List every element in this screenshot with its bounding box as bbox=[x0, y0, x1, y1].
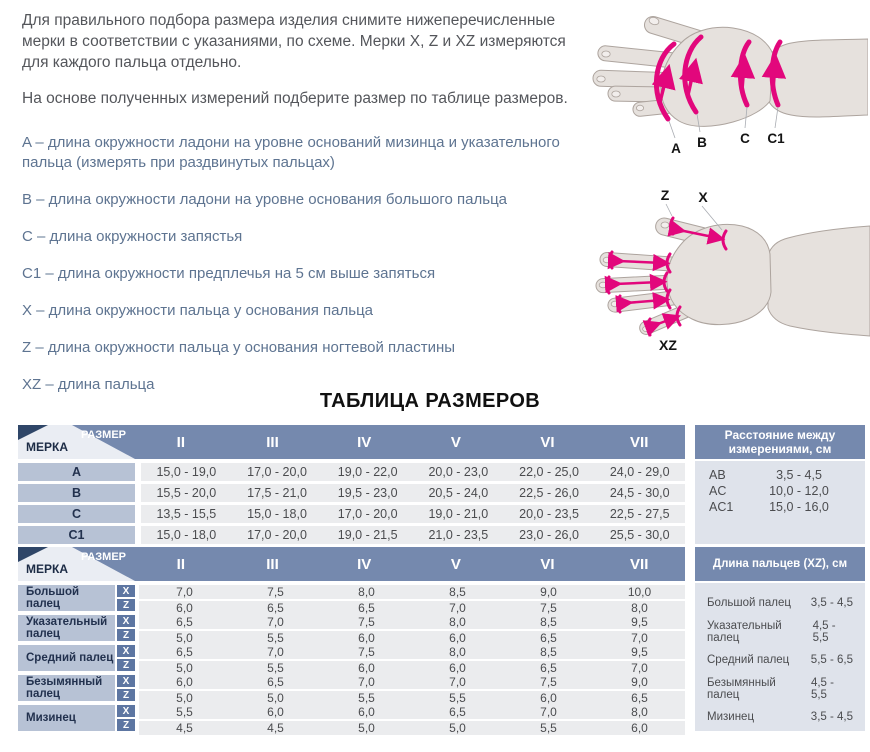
finger-length-panel bbox=[695, 547, 865, 731]
table1-header bbox=[18, 425, 685, 459]
x-row bbox=[139, 645, 685, 659]
table1-cell: 17,0 - 20,0 bbox=[247, 465, 307, 479]
table1-row-c bbox=[18, 505, 685, 523]
finger-length-row bbox=[707, 654, 853, 666]
table2-cell: 6,0 bbox=[449, 631, 466, 645]
finger-length-row bbox=[707, 711, 853, 723]
z-row bbox=[139, 691, 685, 705]
label-z: Z bbox=[660, 187, 670, 203]
table2-cell: 7,5 bbox=[540, 675, 557, 689]
table1-cell: 17,0 - 20,0 bbox=[247, 528, 307, 542]
band-label-a: A bbox=[671, 141, 681, 156]
table2-cell: 8,0 bbox=[449, 645, 466, 659]
table1-cell: 15,0 - 19,0 bbox=[156, 465, 217, 479]
table2-cell: 7,0 bbox=[540, 705, 557, 719]
table2-cell: 7,0 bbox=[176, 585, 193, 599]
row-label: C1 bbox=[18, 526, 135, 544]
table1-cell: 20,0 - 23,5 bbox=[519, 507, 579, 521]
table2-cell: 8,0 bbox=[449, 615, 466, 629]
size-table-title: ТАБЛИЦА РАЗМЕРОВ bbox=[319, 390, 541, 412]
finger-length-row bbox=[707, 620, 853, 644]
label-xz: XZ bbox=[659, 337, 677, 353]
table2-cell: 7,0 bbox=[267, 615, 284, 629]
table1-col-iv: IV bbox=[357, 433, 372, 451]
x-chip: X bbox=[117, 615, 135, 627]
z-row bbox=[139, 601, 685, 615]
table2-cell: 7,0 bbox=[631, 661, 648, 675]
table2-cell: 9,0 bbox=[540, 585, 557, 599]
definition-c: C – длина окружности запястья bbox=[22, 228, 243, 245]
table1-cell: 22,0 - 25,0 bbox=[519, 465, 579, 479]
x-chip: X bbox=[117, 705, 135, 717]
table2-cell: 5,5 bbox=[267, 661, 284, 675]
row-label: A bbox=[18, 463, 135, 481]
table1-row-c1 bbox=[18, 526, 685, 544]
table1-cell: 22,5 - 27,5 bbox=[609, 507, 670, 521]
table1-cell: 19,0 - 22,0 bbox=[337, 465, 398, 479]
table2-cell: 6,0 bbox=[631, 721, 648, 735]
distance-value: 3,5 - 4,5 bbox=[776, 468, 822, 482]
finger-name: Указательный палец bbox=[707, 619, 782, 644]
finger-name: Большой палец bbox=[707, 597, 791, 609]
table2-cell: 6,0 bbox=[176, 675, 193, 689]
table2-cell: 7,5 bbox=[358, 645, 375, 659]
table2-cell: 10,0 bbox=[627, 585, 652, 599]
distance-row bbox=[709, 500, 851, 515]
finger-label: Мизинец bbox=[18, 705, 115, 731]
table2-cell: 5,0 bbox=[176, 691, 193, 705]
table2-col-vi: VI bbox=[540, 555, 555, 573]
table2-cell: 7,5 bbox=[267, 585, 284, 599]
finger-length: 4,5 - 5,5 bbox=[812, 619, 836, 644]
band-label-c: C bbox=[740, 131, 750, 146]
table2-header bbox=[18, 547, 685, 581]
panel-title: Длина пальцев (XZ), см bbox=[712, 558, 848, 570]
x-row bbox=[139, 585, 685, 599]
z-row bbox=[139, 721, 685, 735]
distance-row bbox=[709, 484, 851, 499]
finger-name: Средний палец bbox=[707, 654, 790, 666]
finger-length: 4,5 - 5,5 bbox=[810, 676, 834, 701]
x-row bbox=[139, 705, 685, 719]
table2-cell: 9,5 bbox=[631, 615, 648, 629]
table2-cell: 5,0 bbox=[449, 721, 466, 735]
table1-cell: 25,5 - 30,0 bbox=[609, 528, 670, 542]
distance-panel-body bbox=[695, 461, 865, 544]
z-chip: Z bbox=[117, 659, 135, 671]
table1-row-a bbox=[18, 463, 685, 481]
table2-cell: 4,5 bbox=[267, 721, 284, 735]
definition-b: B – длина окружности ладони на уровне основания большого пальца bbox=[22, 191, 508, 208]
corner-size-label: РАЗМЕР bbox=[80, 551, 126, 563]
finger-length-body bbox=[695, 583, 865, 731]
distance-value: 15,0 - 16,0 bbox=[769, 500, 829, 514]
table2-cell: 8,5 bbox=[540, 645, 557, 659]
x-row bbox=[139, 675, 685, 689]
finger-name: Мизинец bbox=[707, 711, 755, 723]
distance-key: AC bbox=[709, 484, 727, 498]
corner-merka-label: МЕРКА bbox=[26, 562, 68, 576]
table1-cell: 21,0 - 23,5 bbox=[428, 528, 489, 542]
z-row bbox=[139, 631, 685, 645]
table1-cell: 19,0 - 21,5 bbox=[337, 528, 398, 542]
x-row bbox=[139, 615, 685, 629]
table2-cell: 5,5 bbox=[540, 721, 557, 735]
table2-col-iv: IV bbox=[357, 555, 372, 573]
finger-group-pinky bbox=[18, 705, 685, 735]
table2-cell: 6,5 bbox=[449, 705, 466, 719]
row-label: B bbox=[18, 484, 135, 502]
table2-cell: 8,0 bbox=[631, 601, 648, 615]
finger-label: Указательный палец bbox=[18, 615, 115, 641]
table1-row-b bbox=[18, 484, 685, 502]
finger-label: Большой палец bbox=[18, 585, 115, 611]
table1-corner-cell bbox=[18, 425, 135, 459]
intro-paragraph-1: Для правильного подбора размера изделия снимите нижеперечисленные мерки в соответствии с указаниями, по схеме. Мерки X, Z и XZ измеряются для каждого пальца отдельно. bbox=[22, 12, 566, 71]
x-chip: X bbox=[117, 675, 135, 687]
table1-cell: 24,0 - 29,0 bbox=[609, 465, 670, 479]
z-chip: Z bbox=[117, 689, 135, 701]
table2-cell: 5,5 bbox=[449, 691, 466, 705]
table2-cell: 7,0 bbox=[358, 675, 375, 689]
row-label: C bbox=[18, 505, 135, 523]
table2-corner-cell bbox=[18, 547, 135, 581]
intro-paragraph-2: На основе полученных измерений подберите размер по таблице размеров. bbox=[22, 90, 568, 107]
x-chip: X bbox=[117, 585, 135, 597]
table2-cell: 6,0 bbox=[176, 601, 193, 615]
table1-col-vii: VII bbox=[630, 433, 649, 451]
table2-cell: 5,5 bbox=[358, 691, 375, 705]
table1-cell: 19,0 - 21,0 bbox=[428, 507, 489, 521]
table2-cell: 9,5 bbox=[631, 645, 648, 659]
corner-size-label: РАЗМЕР bbox=[80, 429, 126, 441]
table2-cell: 6,5 bbox=[176, 645, 193, 659]
distance-panel-header bbox=[695, 425, 865, 459]
finger-group-index bbox=[18, 615, 685, 645]
table2-cell: 6,0 bbox=[267, 705, 284, 719]
finger-group-ring bbox=[18, 675, 685, 705]
table2-col-iii: III bbox=[266, 555, 279, 573]
table1-cell: 15,0 - 18,0 bbox=[247, 507, 307, 521]
table2-cell: 5,0 bbox=[358, 721, 375, 735]
table2-cell: 6,5 bbox=[631, 691, 648, 705]
table1-cell: 19,5 - 23,0 bbox=[337, 486, 398, 500]
table2-cell: 6,5 bbox=[267, 601, 284, 615]
z-row bbox=[139, 661, 685, 675]
table2-col-ii: II bbox=[176, 555, 185, 573]
table2-cell: 8,5 bbox=[449, 585, 466, 599]
table1-col-vi: VI bbox=[540, 433, 555, 451]
finger-group-middle bbox=[18, 645, 685, 675]
definition-a: A – длина окружности ладони на уровне оснований мизинца и указательного пальца (измерять при раздвинутых пальцах) bbox=[22, 134, 560, 171]
table2-cell: 6,0 bbox=[358, 661, 375, 675]
finger-length: 3,5 - 4,5 bbox=[810, 597, 853, 609]
table2-cell: 7,5 bbox=[540, 601, 557, 615]
table2-cell: 6,0 bbox=[449, 661, 466, 675]
hand-silhouette bbox=[593, 14, 868, 126]
table2-cell: 9,0 bbox=[631, 675, 648, 689]
distance-value: 10,0 - 12,0 bbox=[769, 484, 829, 498]
finger-length-row bbox=[707, 597, 853, 609]
table2-cell: 5,5 bbox=[176, 705, 193, 719]
table2-cell: 6,5 bbox=[540, 661, 557, 675]
table2-cell: 7,0 bbox=[449, 675, 466, 689]
hand-finger-illustration bbox=[580, 180, 870, 375]
table1-col-ii: II bbox=[176, 433, 185, 451]
z-chip: Z bbox=[117, 719, 135, 731]
table2-cell: 6,0 bbox=[358, 631, 375, 645]
hand-circumference-illustration bbox=[583, 2, 868, 160]
definition-x: X – длина окружности пальца у основания пальца bbox=[22, 302, 374, 319]
distance-key: AC1 bbox=[709, 500, 734, 514]
distance-key: AB bbox=[709, 468, 726, 482]
table1-col-v: V bbox=[450, 433, 461, 451]
finger-length-row bbox=[707, 677, 853, 701]
table2-cell: 6,0 bbox=[540, 691, 557, 705]
label-x: X bbox=[698, 189, 708, 205]
table1-cell: 24,5 - 30,0 bbox=[609, 486, 670, 500]
finger-label: Безымянный палец bbox=[18, 675, 115, 701]
table1-cell: 17,0 - 20,0 bbox=[337, 507, 398, 521]
finger-name: Безымянный палец bbox=[707, 676, 776, 701]
panel-title-line: измерениями, см bbox=[728, 442, 832, 456]
table1-cell: 15,5 - 20,0 bbox=[156, 486, 217, 500]
definition-z: Z – длина окружности пальца у основания ногтевой пластины bbox=[22, 339, 456, 356]
table2-col-vii: VII bbox=[630, 555, 649, 573]
finger-length: 5,5 - 6,5 bbox=[810, 654, 853, 666]
table2-cell: 4,5 bbox=[176, 721, 193, 735]
band-label-c1: C1 bbox=[767, 131, 785, 146]
table1-cell: 17,5 - 21,0 bbox=[247, 486, 307, 500]
table2-cell: 8,0 bbox=[631, 705, 648, 719]
table2-cell: 5,0 bbox=[176, 631, 193, 645]
hand-silhouette bbox=[596, 216, 870, 336]
band-label-b: B bbox=[697, 135, 707, 150]
table1-cell: 22,5 - 26,0 bbox=[519, 486, 579, 500]
table1-col-iii: III bbox=[266, 433, 279, 451]
table2-cell: 7,0 bbox=[631, 631, 648, 645]
table2-cell: 5,0 bbox=[176, 661, 193, 675]
finger-label: Средний палец bbox=[18, 645, 115, 671]
table2-cell: 7,0 bbox=[449, 601, 466, 615]
finger-group-thumb bbox=[18, 585, 685, 615]
z-chip: Z bbox=[117, 629, 135, 641]
table2-cell: 7,5 bbox=[358, 615, 375, 629]
definition-c1: C1 – длина окружности предплечья на 5 см выше запяться bbox=[22, 265, 436, 282]
finger-length-header bbox=[695, 547, 865, 581]
table2-cell: 5,0 bbox=[267, 691, 284, 705]
table1-cell: 20,0 - 23,0 bbox=[428, 465, 489, 479]
x-chip: X bbox=[117, 645, 135, 657]
table2-cell: 6,0 bbox=[358, 705, 375, 719]
measurement-definitions bbox=[22, 133, 584, 412]
table1-cell: 20,5 - 24,0 bbox=[428, 486, 489, 500]
panel-title-line: Расстояние между bbox=[724, 428, 836, 442]
table2-cell: 6,5 bbox=[176, 615, 193, 629]
table2-cell: 8,5 bbox=[540, 615, 557, 629]
table2-cell: 7,0 bbox=[267, 645, 284, 659]
table1-cell: 15,0 - 18,0 bbox=[156, 528, 217, 542]
table2-cell: 6,5 bbox=[358, 601, 375, 615]
table2-cell: 6,5 bbox=[267, 675, 284, 689]
table1-cell: 13,5 - 15,5 bbox=[156, 507, 217, 521]
intro-text bbox=[22, 10, 580, 109]
table2-cell: 6,5 bbox=[540, 631, 557, 645]
distance-panel bbox=[695, 425, 865, 544]
table2-col-v: V bbox=[450, 555, 461, 573]
table1-cell: 23,0 - 26,0 bbox=[519, 528, 579, 542]
corner-merka-label: МЕРКА bbox=[26, 440, 68, 454]
table2-cell: 5,5 bbox=[267, 631, 284, 645]
size-table-circumferences bbox=[18, 425, 685, 544]
z-chip: Z bbox=[117, 599, 135, 611]
size-table-fingers bbox=[18, 547, 685, 735]
table2-cell: 8,0 bbox=[358, 585, 375, 599]
definition-xz: XZ – длина пальца bbox=[22, 376, 155, 393]
finger-length: 3,5 - 4,5 bbox=[810, 711, 853, 723]
distance-row bbox=[709, 468, 851, 483]
